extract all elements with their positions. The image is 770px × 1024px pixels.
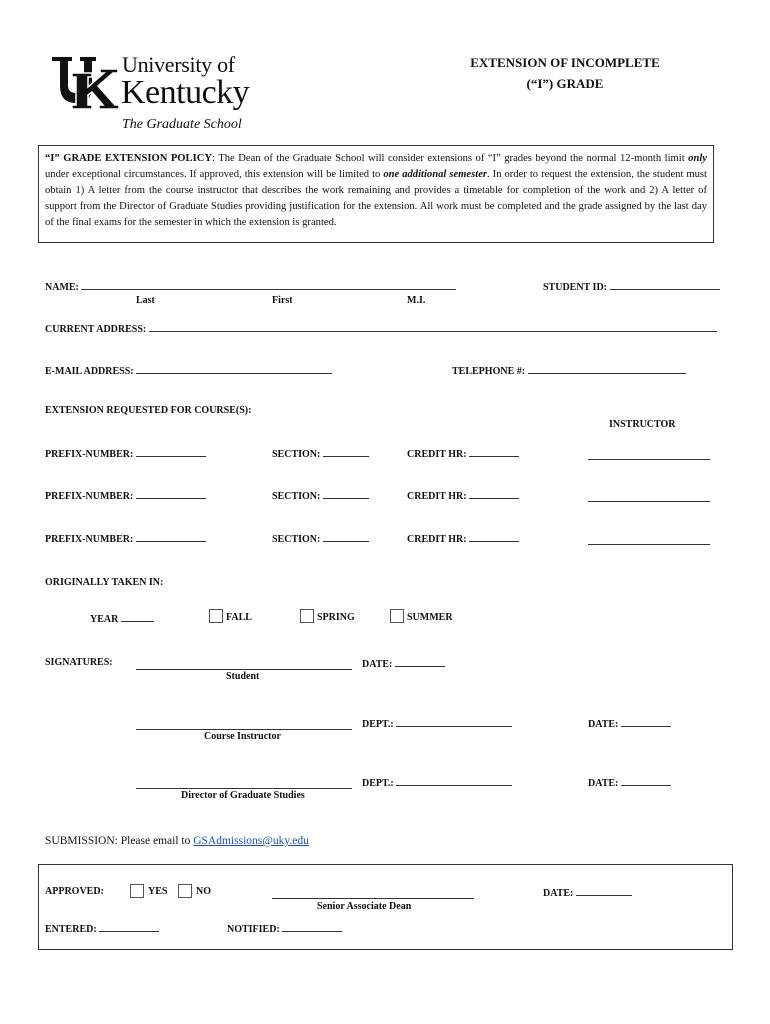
approved-label: APPROVED: (45, 886, 104, 897)
year-row (90, 612, 154, 625)
section-field[interactable] (323, 489, 369, 499)
section-field[interactable] (323, 447, 369, 457)
student-id-row (543, 280, 720, 293)
entered-label: ENTERED: (45, 924, 97, 935)
entered-field[interactable] (99, 922, 159, 932)
credit-label: CREDIT HR: (407, 449, 467, 460)
course-row-2-prefix (45, 489, 206, 502)
instructor-heading: INSTRUCTOR (609, 419, 676, 430)
form-title-line1: EXTENSION OF INCOMPLETE (470, 55, 660, 70)
dean-caption: Senior Associate Dean (317, 901, 412, 912)
course-row-3-prefix (45, 532, 206, 545)
logo-kentucky: Kentucky (121, 74, 250, 111)
director-date-row (588, 776, 671, 789)
director-caption: Director of Graduate Studies (181, 790, 305, 801)
email-field[interactable] (136, 364, 332, 374)
name-mi-caption: M.I. (407, 295, 426, 306)
submission-row (45, 835, 309, 847)
course-row-1-credit (407, 447, 519, 460)
address-row (45, 322, 717, 335)
notified-label: NOTIFIED: (227, 924, 280, 935)
instructor-field[interactable] (588, 450, 710, 460)
course-row-3-section (272, 532, 369, 545)
date-label: DATE: (362, 659, 393, 670)
course-row-2-instructor (588, 489, 710, 507)
student-date-field[interactable] (395, 657, 445, 667)
entered-row (45, 922, 159, 935)
approved-yes-checkbox[interactable] (130, 884, 144, 898)
dept-label: DEPT.: (362, 778, 394, 789)
form-title-line2: (“I”) GRADE (526, 76, 604, 91)
prefix-label: PREFIX-NUMBER: (45, 449, 134, 460)
section-field[interactable] (323, 532, 369, 542)
credit-field[interactable] (469, 489, 519, 499)
year-field[interactable] (121, 612, 154, 622)
course-row-1-instructor (588, 447, 710, 465)
name-label: NAME: (45, 282, 79, 293)
student-id-field[interactable] (610, 280, 720, 290)
telephone-label: TELEPHONE #: (452, 366, 526, 377)
credit-label: CREDIT HR: (407, 491, 467, 502)
fall-checkbox[interactable] (209, 609, 223, 623)
prefix-label: PREFIX-NUMBER: (45, 491, 134, 502)
prefix-field[interactable] (136, 532, 206, 542)
instructor-signature-field[interactable] (136, 720, 352, 730)
instructor-field[interactable] (588, 492, 710, 502)
summer-checkbox[interactable] (390, 609, 404, 623)
address-field[interactable] (149, 322, 717, 332)
office-date-field[interactable] (576, 886, 632, 896)
originally-heading: ORIGINALLY TAKEN IN: (45, 577, 164, 588)
section-label: SECTION: (272, 534, 321, 545)
policy-box (38, 145, 714, 243)
policy-one-semester: one additional semester (383, 169, 488, 180)
date-label: DATE: (543, 888, 574, 899)
fall-label: FALL (226, 612, 252, 623)
dean-signature-field[interactable] (272, 889, 474, 899)
dept-label: DEPT.: (362, 719, 394, 730)
course-row-1-section (272, 447, 369, 460)
credit-field[interactable] (469, 532, 519, 542)
student-date-row (362, 657, 445, 670)
policy-text-2: under exceptional circumstances. If approved, this extension will be limited to (45, 169, 384, 180)
email-row (45, 364, 332, 377)
section-label: SECTION: (272, 491, 321, 502)
summer-label: SUMMER (407, 612, 453, 623)
course-row-2-section (272, 489, 369, 502)
section-label: SECTION: (272, 449, 321, 460)
name-row (45, 280, 456, 293)
prefix-field[interactable] (136, 447, 206, 457)
approved-no-label: NO (196, 886, 211, 897)
uk-monogram-icon (50, 55, 120, 110)
course-row-1-prefix (45, 447, 206, 460)
approved-no-checkbox[interactable] (178, 884, 192, 898)
approved-yes-label: YES (148, 886, 168, 897)
policy-text-1: : The Dean of the Graduate School will consider extensions of “I” grades beyond the normal 12-month limit (212, 153, 689, 164)
address-label: CURRENT ADDRESS: (45, 324, 147, 335)
credit-field[interactable] (469, 447, 519, 457)
date-label: DATE: (588, 778, 619, 789)
policy-heading: “I” GRADE EXTENSION POLICY (45, 153, 213, 164)
instructor-field[interactable] (588, 535, 710, 545)
signatures-label: SIGNATURES: (45, 657, 113, 668)
student-signature-field[interactable] (136, 660, 352, 670)
spring-label: SPRING (317, 612, 355, 623)
telephone-row (452, 364, 686, 377)
course-row-3-credit (407, 532, 519, 545)
courses-heading: EXTENSION REQUESTED FOR COURSE(S): (45, 405, 252, 416)
logo-university-of: University of (122, 52, 235, 77)
director-dept-field[interactable] (396, 776, 512, 786)
prefix-label: PREFIX-NUMBER: (45, 534, 134, 545)
date-label: DATE: (588, 719, 619, 730)
notified-row (227, 922, 342, 935)
email-label: E-MAIL ADDRESS: (45, 366, 134, 377)
instructor-date-field[interactable] (621, 717, 671, 727)
name-field[interactable] (81, 280, 456, 290)
course-row-3-instructor (588, 532, 710, 550)
instructor-dept-row (362, 717, 512, 730)
name-first-caption: First (272, 295, 293, 306)
telephone-field[interactable] (528, 364, 686, 374)
logo-graduate-school: The Graduate School (122, 117, 242, 132)
name-last-caption: Last (136, 295, 155, 306)
submission-text: SUBMISSION: Please email to (45, 835, 194, 847)
director-dept-row (362, 776, 512, 789)
director-date-field[interactable] (621, 776, 671, 786)
prefix-field[interactable] (136, 489, 206, 499)
year-label: YEAR (90, 614, 119, 625)
university-logo (50, 52, 300, 137)
office-date-row (543, 886, 632, 899)
submission-email-link[interactable]: GSAdmissions@uky.edu (193, 835, 309, 847)
student-caption: Student (226, 671, 260, 682)
credit-label: CREDIT HR: (407, 534, 467, 545)
course-row-2-credit (407, 489, 519, 502)
instructor-dept-field[interactable] (396, 717, 512, 727)
policy-only: only (688, 153, 707, 164)
notified-field[interactable] (282, 922, 342, 932)
student-id-label: STUDENT ID: (543, 282, 607, 293)
policy-text-3: . In order to request the extension, the student must obtain 1) A letter from the course instructor that describes the work remaining and provides a timetable for completion of the work and 2) A letter of support from the Director of Graduate Studies providing justification for the extension. All work must be completed and the grade assigned by the last day of the final exams for the semester in which the extension is granted. (45, 169, 707, 228)
director-signature-field[interactable] (136, 779, 352, 789)
instructor-date-row (588, 717, 671, 730)
spring-checkbox[interactable] (300, 609, 314, 623)
instructor-caption: Course Instructor (204, 731, 281, 742)
